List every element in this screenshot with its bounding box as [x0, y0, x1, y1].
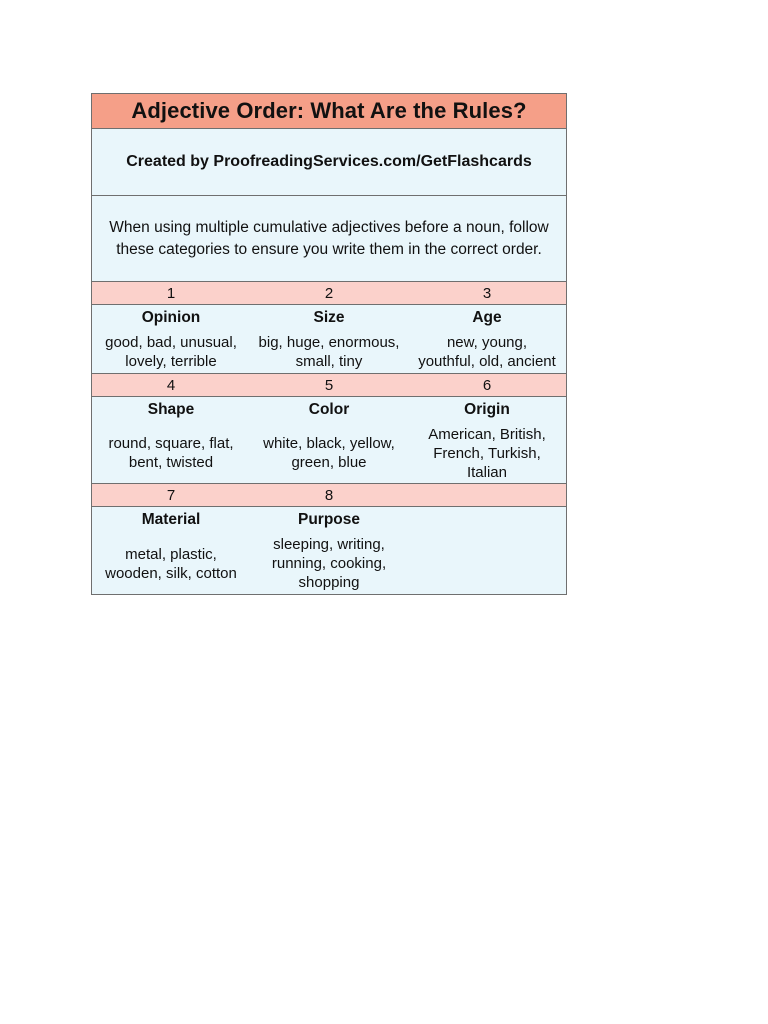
order-number-row	[92, 374, 566, 397]
category-name: Purpose	[297, 511, 360, 528]
category-name: Material	[141, 511, 201, 528]
category-examples: white, black, yellow, green, blue	[263, 435, 395, 471]
adjective-order-card	[91, 93, 567, 595]
order-number: 4	[166, 376, 176, 394]
page-title: Adjective Order: What Are the Rules?	[92, 94, 566, 129]
order-number: 7	[166, 486, 176, 504]
category-cell-size	[250, 305, 408, 373]
category-examples	[485, 533, 489, 594]
category-name: Shape	[147, 401, 195, 418]
order-number: 3	[482, 284, 492, 302]
order-number: 2	[324, 284, 334, 302]
category-examples: big, huge, enormous, small, tiny	[258, 334, 400, 370]
category-cell-origin	[408, 397, 566, 483]
category-cell-opinion	[92, 305, 250, 373]
category-cell-age	[408, 305, 566, 373]
order-number: 6	[482, 376, 492, 394]
category-name: Opinion	[141, 309, 201, 326]
category-row	[92, 507, 566, 594]
category-examples: metal, plastic, wooden, silk, cotton	[105, 545, 237, 582]
credit-line: Created by ProofreadingServices.com/GetFlashcards	[92, 129, 566, 196]
category-examples: round, square, flat, bent, twisted	[108, 435, 234, 471]
category-name: Origin	[464, 401, 510, 418]
order-number: 1	[166, 284, 176, 302]
category-examples: good, bad, unusual, lovely, terrible	[105, 334, 237, 370]
category-name: Size	[313, 309, 345, 326]
order-number: 5	[324, 376, 334, 394]
category-cell-color	[250, 397, 408, 483]
category-examples: American, British, French, Turkish, Italian	[428, 425, 546, 481]
category-examples: new, young, youthful, old, ancient	[418, 334, 556, 370]
category-examples: sleeping, writing, running, cooking, shopping	[271, 536, 387, 591]
category-cell-purpose	[250, 507, 408, 594]
category-row	[92, 305, 566, 374]
order-number: 8	[324, 486, 334, 504]
order-number-row	[92, 282, 566, 305]
category-name: Color	[308, 401, 350, 418]
category-name: Age	[472, 309, 502, 326]
category-cell-material	[92, 507, 250, 594]
category-cell-shape	[92, 397, 250, 483]
order-number	[408, 484, 566, 506]
category-row	[92, 397, 566, 484]
intro-text: When using multiple cumulative adjectives before a noun, follow these categories to ensure you write them in the correct order.	[92, 196, 566, 282]
order-number-row	[92, 484, 566, 507]
category-cell-empty	[408, 507, 566, 594]
